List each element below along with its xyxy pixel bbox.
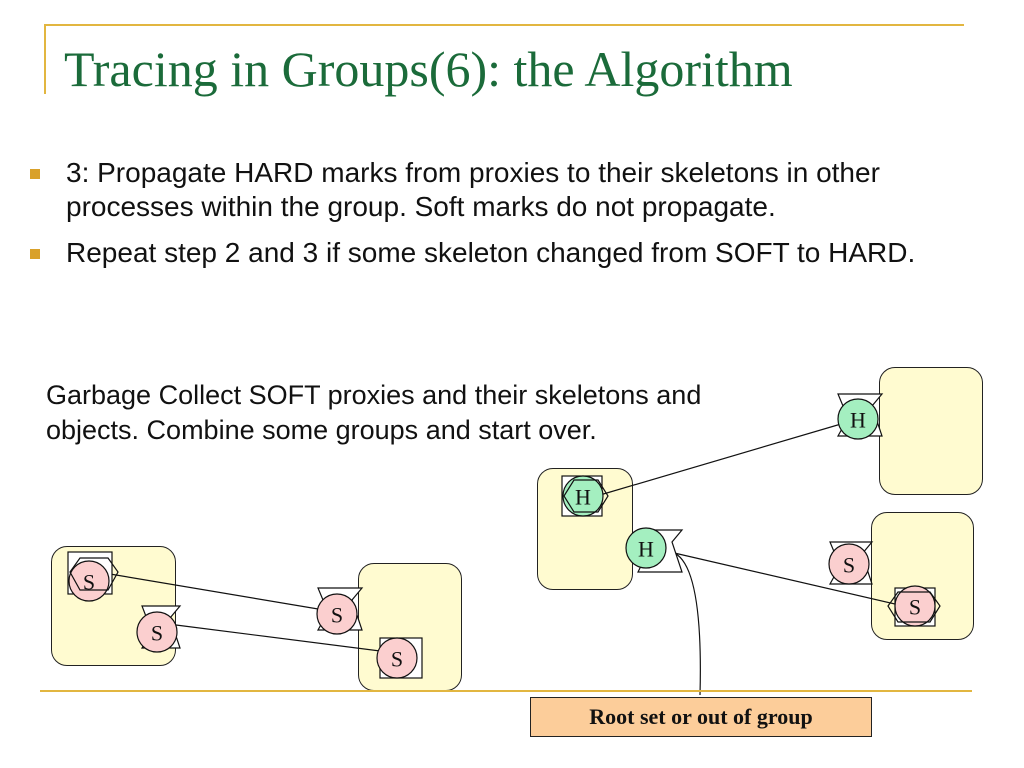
soft-mark-label: S [330,602,344,628]
reference-line [600,419,858,495]
hard-mark-label: H [638,536,654,562]
soft-mark-label: S [908,594,922,620]
soft-mark-label: S [842,552,856,578]
root-reference-curve [672,552,700,695]
reference-line [670,552,912,608]
soft-mark-label: S [82,569,96,595]
bottom-rule [40,690,972,692]
soft-mark-label: S [150,620,164,646]
reference-line [176,625,396,653]
bullet-repeat: Repeat step 2 and 3 if some skeleton changed from SOFT to HARD. [30,236,960,270]
hard-mark-label: H [575,484,591,510]
slide-title: Tracing in Groups(6): the Algorithm [64,41,793,97]
soft-mark-label: S [390,646,404,672]
bullet-step-3: 3: Propagate HARD marks from proxies to their skeletons in other processes within the group. Soft marks do not propagate. [30,156,960,224]
gc-note: Garbage Collect SOFT proxies and their skeletons and objects. Combine some groups and start over. [46,380,702,446]
root-set-box: Root set or out of group [530,697,872,737]
hard-mark-label: H [850,407,866,433]
